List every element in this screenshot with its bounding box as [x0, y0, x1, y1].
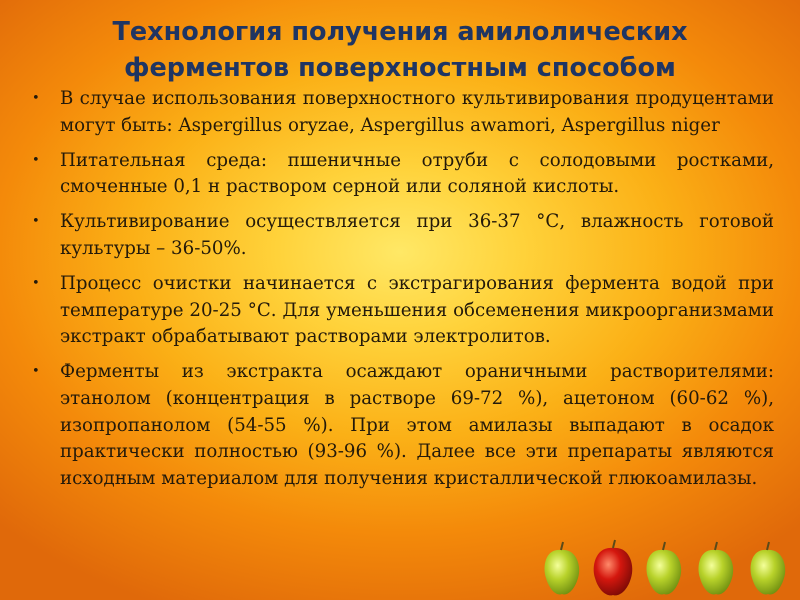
bullet-item [32, 209, 774, 262]
bullet-text: Питательная среда: пшеничные отруби с солодовыми ростками, смоченные 0,1 н раствором серной или соляной кислоты. [60, 149, 774, 198]
slide-title-line-2: ферментов поверхностным способом [124, 53, 676, 83]
bullet-marker: • [32, 276, 40, 292]
slide-title-line-1: Технология получения амилолических [112, 17, 688, 47]
slide-title [20, 14, 780, 86]
green-apple-icon [751, 542, 786, 594]
bullet-text: Ферменты из экстракта осаждают ораничными растворителями: этанолом (концентрация в растворе 69-72 %), ацетоном (60-62 %), изопропанолом (54-55 %). При этом амилазы выпадают в осадок практически полностью (93-96 %). Далее все эти препараты являются исходным материалом для получения кристаллической глюкоамилазы. [60, 361, 774, 489]
green-apple-icon [545, 542, 580, 594]
bullet-text: Процесс очистки начинается с экстрагирования фермента водой при температуре 20-25 °С. Для уменьшения обсеменения микроорганизмами экстракт обрабатывают растворами электролитов. [60, 273, 774, 348]
bullet-text: Культивирование осуществляется при 36-37 °С, влажность готовой культуры – 36-50%. [60, 211, 774, 259]
green-apple-icon [647, 542, 682, 594]
bullet-item [32, 359, 774, 492]
bullet-item [32, 86, 774, 139]
bullet-marker: • [32, 91, 40, 106]
green-apple-icon [699, 542, 734, 594]
bullet-item [32, 271, 774, 351]
apples-icon [540, 536, 800, 600]
bullet-item [32, 148, 774, 201]
bullet-text: В случае использования поверхностного культивирования продуцентами могут быть: Aspergillus oryzae, Aspergillus awamori, Aspergillus niger [60, 88, 774, 136]
bullet-marker: • [32, 214, 40, 230]
bullet-marker: • [32, 152, 40, 168]
bullet-marker: • [32, 364, 40, 380]
red-apple-icon [594, 540, 633, 595]
bullet-list [32, 86, 774, 501]
